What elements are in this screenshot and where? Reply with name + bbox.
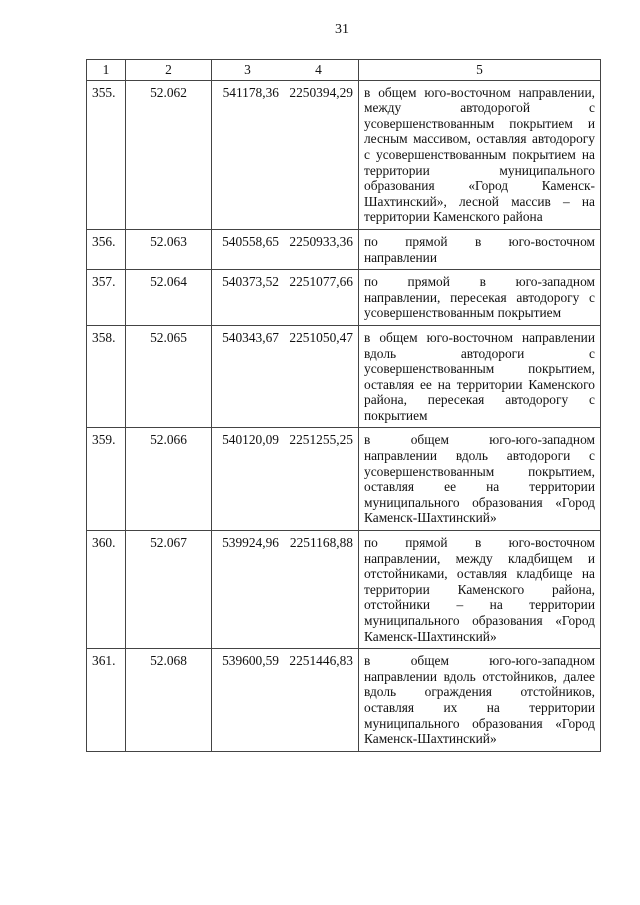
- coord-x: 540343,67: [212, 325, 282, 428]
- point-id: 52.066: [126, 428, 212, 531]
- coord-y: 2251255,25: [281, 428, 359, 531]
- table-row: [87, 428, 601, 531]
- boundary-description: по прямой в юго-западном направлении, пересекая автодорогу с усовершенствованным покрытием: [359, 270, 601, 326]
- point-id: 52.064: [126, 270, 212, 326]
- coord-x: 540558,65: [212, 229, 282, 269]
- boundary-description: в общем юго-юго-западном направлении вдоль автодороги с усовершенствованным покрытием, оставляя ее на территории муниципального образования «Город Каменск-Шахтинский»: [359, 428, 601, 531]
- point-id: 52.068: [126, 649, 212, 752]
- point-id: 52.063: [126, 229, 212, 269]
- header-col-1: 1: [87, 60, 126, 81]
- table-header-row: [87, 60, 601, 81]
- coord-x: 540120,09: [212, 428, 282, 531]
- coord-x: 540373,52: [212, 270, 282, 326]
- coord-y: 2250394,29: [281, 80, 359, 229]
- page-number: 31: [335, 22, 349, 37]
- header-col-2: 2: [126, 60, 212, 81]
- coord-x: 539600,59: [212, 649, 282, 752]
- coord-y: 2251077,66: [281, 270, 359, 326]
- row-number: 361.: [87, 649, 126, 752]
- row-number: 355.: [87, 80, 126, 229]
- boundary-description: по прямой в юго-восточном направлении, между кладбищем и отстойниками, оставляя кладбище на территории Каменского района, отстойники – на территории муниципального образования «Город Каменск-Шахтинский»: [359, 531, 601, 649]
- row-number: 356.: [87, 229, 126, 269]
- boundary-description: в общем юго-юго-западном направлении вдоль отстойников, далее вдоль ограждения отстойников, оставляя их на территории муниципального образования «Город Каменск-Шахтинский»: [359, 649, 601, 752]
- row-number: 358.: [87, 325, 126, 428]
- table-row: [87, 325, 601, 428]
- row-number: 360.: [87, 531, 126, 649]
- coord-y: 2250933,36: [281, 229, 359, 269]
- coord-y: 2251168,88: [281, 531, 359, 649]
- table-row: [87, 531, 601, 649]
- boundary-description: в общем юго-восточном направлении вдоль автодороги с усовершенствованным покрытием, оставляя ее на территории Каменского района, пересекая автодорогу с покрытием: [359, 325, 601, 428]
- point-id: 52.067: [126, 531, 212, 649]
- header-col-4: 4: [281, 60, 359, 81]
- boundary-table: [86, 59, 601, 752]
- header-col-5: 5: [359, 60, 601, 81]
- boundary-description: в общем юго-восточном направлении, между автодорогой с усовершенствованным покрытием и лесным массивом, оставляя автодорогу с усовершенствованным покрытием на территории муниципального образования «Город Каменск-Шахтинский», лесной массив – на территории Каменского района: [359, 80, 601, 229]
- row-number: 357.: [87, 270, 126, 326]
- table-row: [87, 229, 601, 269]
- table-row: [87, 80, 601, 229]
- header-col-3: 3: [212, 60, 282, 81]
- coord-y: 2251050,47: [281, 325, 359, 428]
- point-id: 52.062: [126, 80, 212, 229]
- point-id: 52.065: [126, 325, 212, 428]
- boundary-description: по прямой в юго-восточном направлении: [359, 229, 601, 269]
- table-row: [87, 270, 601, 326]
- coord-x: 541178,36: [212, 80, 282, 229]
- coord-x: 539924,96: [212, 531, 282, 649]
- row-number: 359.: [87, 428, 126, 531]
- coord-y: 2251446,83: [281, 649, 359, 752]
- table-row: [87, 649, 601, 752]
